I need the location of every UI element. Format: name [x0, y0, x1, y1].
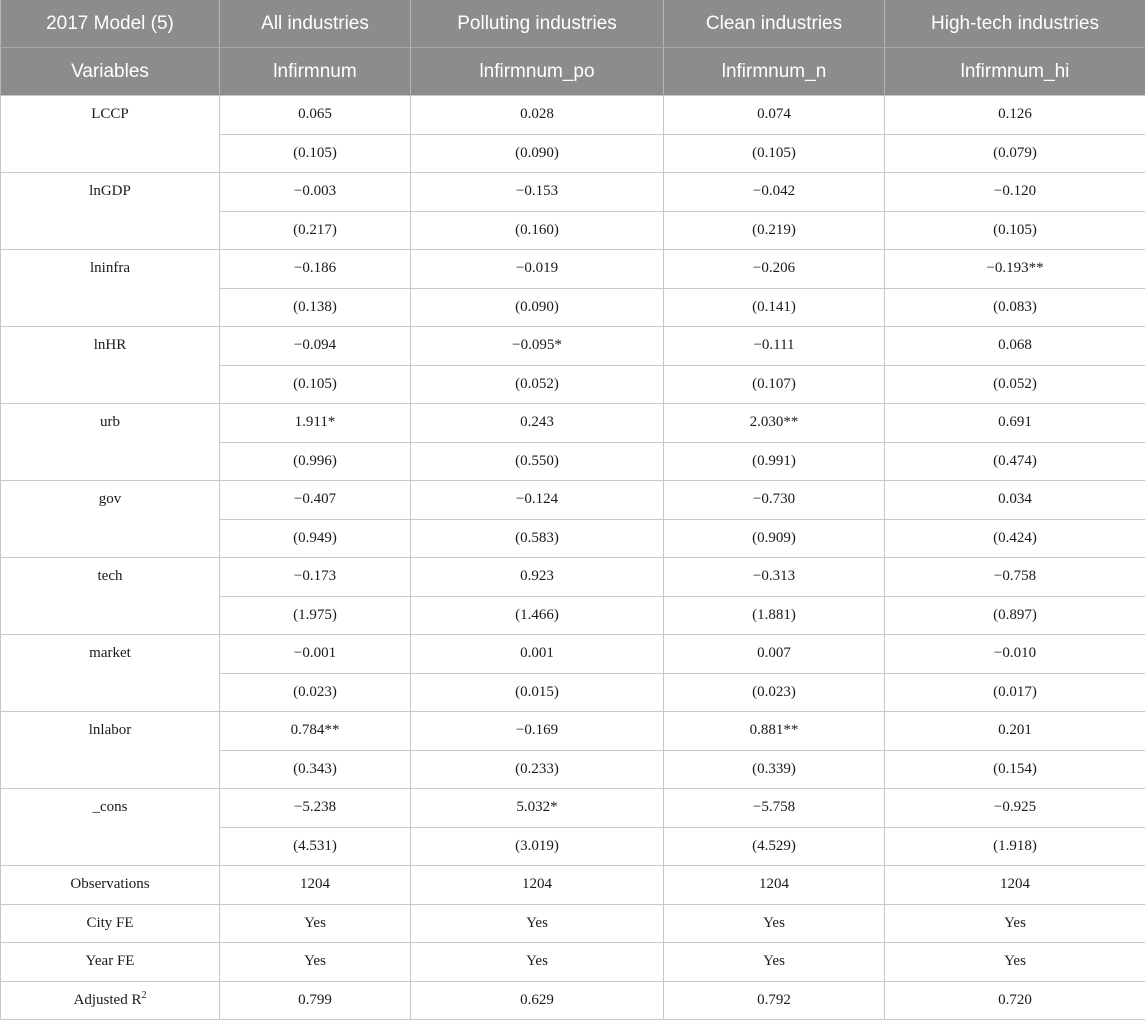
coefficient-cell: −0.120: [885, 173, 1145, 212]
standard-error-cell: (0.217): [220, 211, 411, 250]
footer-value-cell: 0.799: [220, 981, 411, 1020]
footer-value-cell: 1204: [664, 866, 885, 905]
coef-row: [1, 481, 1145, 520]
standard-error-cell: (0.154): [885, 750, 1145, 789]
footer-value-cell: Yes: [664, 904, 885, 943]
coefficient-cell: 0.201: [885, 712, 1145, 751]
footer-label-text: City FE: [86, 914, 134, 931]
standard-error-cell: (0.052): [411, 365, 664, 404]
variable-name: gov: [1, 481, 220, 558]
header-polluting-industries: Polluting industries: [411, 0, 664, 48]
coef-row: [1, 96, 1145, 135]
footer-row: [1, 981, 1145, 1020]
coefficient-cell: 0.007: [664, 635, 885, 674]
standard-error-cell: (0.105): [664, 134, 885, 173]
standard-error-cell: (0.105): [220, 134, 411, 173]
coefficient-cell: −0.169: [411, 712, 664, 751]
standard-error-cell: (0.550): [411, 442, 664, 481]
coefficient-cell: 0.068: [885, 327, 1145, 366]
standard-error-cell: (0.015): [411, 673, 664, 712]
coefficient-cell: −0.730: [664, 481, 885, 520]
coefficient-cell: 0.881**: [664, 712, 885, 751]
standard-error-cell: (0.052): [885, 365, 1145, 404]
variable-name: lnlabor: [1, 712, 220, 789]
footer-value-cell: 1204: [885, 866, 1145, 905]
coef-row: [1, 635, 1145, 674]
standard-error-cell: (0.083): [885, 288, 1145, 327]
coefficient-cell: −0.925: [885, 789, 1145, 828]
standard-error-cell: (4.529): [664, 827, 885, 866]
footer-label: [1, 981, 220, 1020]
footer-label-superscript: 2: [141, 989, 147, 1001]
header-dv-polluting: lnfirmnum_po: [411, 48, 664, 96]
standard-error-cell: (0.105): [220, 365, 411, 404]
footer-label: [1, 866, 220, 905]
coefficient-cell: 5.032*: [411, 789, 664, 828]
variable-name: _cons: [1, 789, 220, 866]
variable-name: lnHR: [1, 327, 220, 404]
variable-name: lninfra: [1, 250, 220, 327]
coefficient-cell: 0.691: [885, 404, 1145, 443]
coefficient-cell: −0.124: [411, 481, 664, 520]
footer-row: [1, 904, 1145, 943]
standard-error-cell: (0.141): [664, 288, 885, 327]
standard-error-cell: (0.105): [885, 211, 1145, 250]
header-model-label: 2017 Model (5): [1, 0, 220, 48]
coefficient-cell: −0.173: [220, 558, 411, 597]
coef-row: [1, 404, 1145, 443]
footer-value-cell: Yes: [885, 904, 1145, 943]
footer-label-text: Adjusted R: [73, 991, 142, 1008]
standard-error-cell: (0.949): [220, 519, 411, 558]
standard-error-cell: (0.909): [664, 519, 885, 558]
variable-name: market: [1, 635, 220, 712]
footer-value-cell: Yes: [411, 904, 664, 943]
coefficient-cell: 0.923: [411, 558, 664, 597]
footer-value-cell: 1204: [220, 866, 411, 905]
coefficient-cell: 0.243: [411, 404, 664, 443]
coefficient-cell: −0.003: [220, 173, 411, 212]
coefficient-cell: −5.238: [220, 789, 411, 828]
coefficient-cell: 0.784**: [220, 712, 411, 751]
standard-error-cell: (1.975): [220, 596, 411, 635]
standard-error-cell: (0.897): [885, 596, 1145, 635]
coefficient-cell: −0.095*: [411, 327, 664, 366]
standard-error-cell: (0.991): [664, 442, 885, 481]
coefficient-cell: −0.094: [220, 327, 411, 366]
coefficient-cell: 0.126: [885, 96, 1145, 135]
header-clean-industries: Clean industries: [664, 0, 885, 48]
standard-error-cell: (0.233): [411, 750, 664, 789]
standard-error-cell: (0.474): [885, 442, 1145, 481]
footer-value-cell: Yes: [220, 943, 411, 982]
coef-row: [1, 558, 1145, 597]
coefficient-cell: −0.206: [664, 250, 885, 289]
header-dv-hightech: lnfirmnum_hi: [885, 48, 1145, 96]
footer-row: [1, 943, 1145, 982]
standard-error-cell: (0.017): [885, 673, 1145, 712]
standard-error-cell: (0.138): [220, 288, 411, 327]
footer-value-cell: 0.720: [885, 981, 1145, 1020]
footer-value-cell: Yes: [220, 904, 411, 943]
footer-label: [1, 904, 220, 943]
coef-row: [1, 327, 1145, 366]
coefficient-cell: 0.065: [220, 96, 411, 135]
footer-value-cell: Yes: [664, 943, 885, 982]
standard-error-cell: (0.583): [411, 519, 664, 558]
header-dv-clean: lnfirmnum_n: [664, 48, 885, 96]
standard-error-cell: (0.107): [664, 365, 885, 404]
standard-error-cell: (0.023): [220, 673, 411, 712]
coefficient-cell: 1.911*: [220, 404, 411, 443]
coefficient-cell: −5.758: [664, 789, 885, 828]
standard-error-cell: (0.090): [411, 134, 664, 173]
coefficient-cell: 0.034: [885, 481, 1145, 520]
standard-error-cell: (0.160): [411, 211, 664, 250]
footer-label-text: Observations: [70, 876, 150, 893]
standard-error-cell: (0.079): [885, 134, 1145, 173]
footer-value-cell: Yes: [885, 943, 1145, 982]
variable-name: lnGDP: [1, 173, 220, 250]
coefficient-cell: −0.111: [664, 327, 885, 366]
header-variables-label: Variables: [1, 48, 220, 96]
standard-error-cell: (0.343): [220, 750, 411, 789]
coefficient-cell: −0.193**: [885, 250, 1145, 289]
standard-error-cell: (0.339): [664, 750, 885, 789]
coef-row: [1, 250, 1145, 289]
standard-error-cell: (1.918): [885, 827, 1145, 866]
coefficient-cell: −0.758: [885, 558, 1145, 597]
footer-row: [1, 866, 1145, 905]
header-row-model: [1, 0, 1145, 48]
standard-error-cell: (4.531): [220, 827, 411, 866]
footer-value-cell: 0.629: [411, 981, 664, 1020]
coef-row: [1, 789, 1145, 828]
coefficient-cell: 0.074: [664, 96, 885, 135]
coefficient-cell: 2.030**: [664, 404, 885, 443]
coefficient-cell: −0.407: [220, 481, 411, 520]
header-row-variables: [1, 48, 1145, 96]
standard-error-cell: (0.023): [664, 673, 885, 712]
coefficient-cell: −0.042: [664, 173, 885, 212]
footer-value-cell: 0.792: [664, 981, 885, 1020]
standard-error-cell: (3.019): [411, 827, 664, 866]
standard-error-cell: (0.219): [664, 211, 885, 250]
coefficient-cell: −0.019: [411, 250, 664, 289]
coefficient-cell: 0.028: [411, 96, 664, 135]
coef-row: [1, 712, 1145, 751]
standard-error-cell: (0.996): [220, 442, 411, 481]
footer-label-text: Year FE: [85, 953, 135, 970]
coefficient-cell: −0.001: [220, 635, 411, 674]
variable-name: urb: [1, 404, 220, 481]
standard-error-cell: (0.424): [885, 519, 1145, 558]
coef-row: [1, 173, 1145, 212]
standard-error-cell: (0.090): [411, 288, 664, 327]
coefficient-cell: −0.010: [885, 635, 1145, 674]
coefficient-cell: −0.186: [220, 250, 411, 289]
standard-error-cell: (1.466): [411, 596, 664, 635]
coefficient-cell: 0.001: [411, 635, 664, 674]
table-header: [1, 0, 1145, 96]
header-hightech-industries: High-tech industries: [885, 0, 1145, 48]
header-dv-all: lnfirmnum: [220, 48, 411, 96]
coefficient-cell: −0.153: [411, 173, 664, 212]
header-all-industries: All industries: [220, 0, 411, 48]
variable-name: LCCP: [1, 96, 220, 173]
variable-name: tech: [1, 558, 220, 635]
standard-error-cell: (1.881): [664, 596, 885, 635]
table-body: [1, 96, 1145, 1020]
footer-label: [1, 943, 220, 982]
coefficient-cell: −0.313: [664, 558, 885, 597]
footer-value-cell: Yes: [411, 943, 664, 982]
footer-value-cell: 1204: [411, 866, 664, 905]
